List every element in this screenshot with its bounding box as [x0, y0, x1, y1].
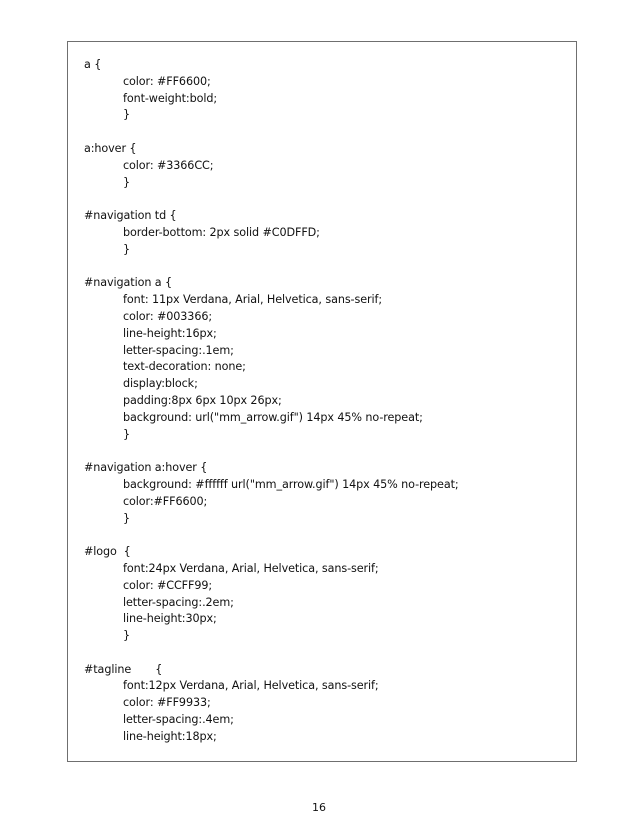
code-line: color: #003366;	[123, 309, 213, 323]
code-line: line-height:30px;	[123, 612, 217, 626]
code-line: display:block;	[123, 377, 198, 391]
code-line: padding:8px 6px 10px 26px;	[123, 393, 282, 407]
code-line: #navigation a {	[84, 276, 173, 290]
code-line: color: #CCFF99;	[123, 578, 213, 592]
code-line: #tagline {	[84, 662, 163, 676]
code-line: color: #3366CC;	[123, 158, 214, 172]
blank-line	[84, 645, 459, 662]
code-line: #logo {	[84, 545, 131, 559]
code-line: }	[123, 175, 131, 189]
blank-line	[84, 259, 459, 276]
code-line: letter-spacing:.2em;	[123, 595, 234, 609]
blank-line	[84, 527, 459, 544]
code-line: font:12px Verdana, Arial, Helvetica, sans-serif;	[123, 679, 379, 693]
code-line: background: #ffffff url("mm_arrow.gif") 14px 45% no-repeat;	[123, 477, 459, 491]
code-line: line-height:16px;	[123, 326, 217, 340]
code-line: a {	[84, 58, 102, 71]
blank-line	[84, 191, 459, 208]
code-line: line-height:18px;	[123, 729, 217, 743]
blank-line	[84, 443, 459, 460]
code-line: color:#FF6600;	[123, 494, 208, 508]
code-line: background: url("mm_arrow.gif") 14px 45% no-repeat;	[123, 410, 423, 424]
code-line: font-weight:bold;	[123, 91, 218, 105]
page-number: 16	[312, 801, 326, 814]
code-line: letter-spacing:.1em;	[123, 343, 234, 357]
code-line: color: #FF6600;	[123, 74, 211, 88]
code-line: #navigation a:hover {	[84, 461, 208, 475]
code-line: }	[123, 242, 131, 256]
code-line: font:24px Verdana, Arial, Helvetica, sans-serif;	[123, 561, 379, 575]
code-line: }	[123, 629, 131, 643]
code-line: border-bottom: 2px solid #C0DFFD;	[123, 225, 320, 239]
code-line: }	[123, 108, 131, 122]
code-line: a:hover {	[84, 141, 137, 155]
code-line: }	[123, 427, 131, 441]
code-line: color: #FF9933;	[123, 696, 211, 710]
code-line: #navigation td {	[84, 209, 177, 223]
code-line: letter-spacing:.4em;	[123, 713, 234, 727]
code-listing	[84, 57, 459, 746]
blank-line	[84, 124, 459, 141]
code-line: text-decoration: none;	[123, 360, 246, 374]
code-line: }	[123, 511, 131, 525]
code-line: font: 11px Verdana, Arial, Helvetica, sans-serif;	[123, 293, 383, 307]
